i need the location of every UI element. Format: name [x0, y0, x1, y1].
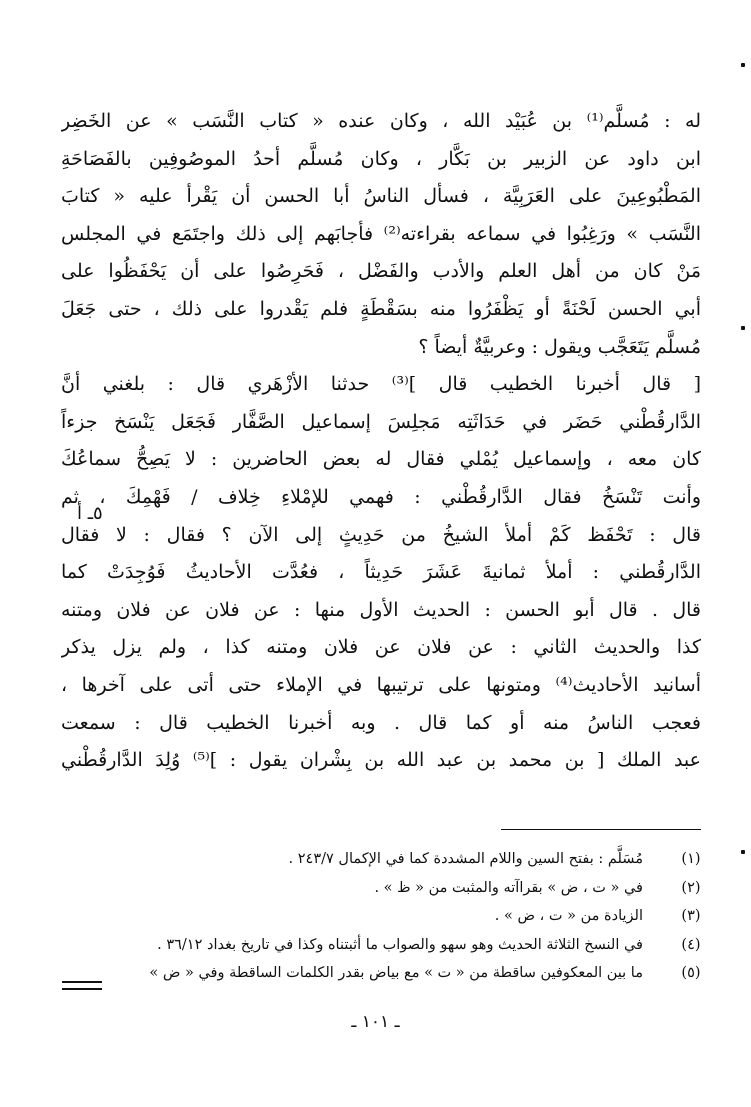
continuation-rule: [62, 981, 102, 990]
text-line: وأنت تَنْسَخُ فقال الدَّارقُطْني : فهمي للإمْلاءِ خِلاف / فَهْمِكَ ، ثم: [61, 485, 701, 508]
margin-dot: [741, 63, 745, 67]
main-text: [61, 103, 701, 780]
text-line: الدَّارقُطني : أملأ ثمانيةَ عَشَرَ حَدِيثاً ، فعُدَّت الأحاديثُ فَوُجِدَتْ كما: [61, 561, 701, 584]
margin-dot: [741, 326, 745, 330]
footnote-number: (٣): [681, 908, 701, 924]
footnote-text: مُسَلَّم : بفتح السين واللام المشددة كما في الإكمال ٢٤٣/٧ .: [288, 851, 643, 867]
footnote-text: في « ت ، ض » بقراآته والمثبت من « ظ » .: [374, 879, 643, 896]
footnote-text: ما بين المعكوفين ساقطة من « ت » مع بياض بقدر الكلمات الساقطة وفي « ض »: [149, 965, 643, 981]
footnote-number: (٤): [681, 936, 701, 953]
footnote-separator: [501, 829, 701, 830]
footnote: [46, 931, 711, 960]
text-line: مَنْ كان من أهل العلم والأدب والفَضْل ، فَحَرِصُوا على أن يَحْفَظُوا على: [61, 260, 701, 283]
text-line: قال : تَحْفَظ كَمْ أملأ الشيخُ من حَدِيثٍ إلى الآن ؟ فقال : لا فقال: [61, 523, 701, 546]
footnote: [46, 845, 711, 874]
footnote: [46, 959, 711, 988]
text-line: قال . قال أبو الحسن : الحديث الأول منها : عن فلان عن فلان ومتنه: [61, 598, 701, 621]
text-line: عبد الملك [ بن محمد بن عبد الله بن بِشْران يقول : ]⁽⁵⁾ وُلِدَ الدَّارقُطْني: [61, 749, 701, 772]
margin-dot: [741, 850, 745, 854]
footnote-number: (٢): [681, 879, 701, 896]
text-line: أسانيد الأحاديث⁽⁴⁾ ومتونها على ترتيبها في الإملاء حتى أتى على آخرها ،: [61, 673, 701, 696]
text-line: له : مُسلَّم⁽¹⁾ بن عُبَيْد الله ، وكان عنده « كتاب النَّسَب » عن الخَضِر: [61, 110, 701, 132]
text-line: المَطْبُوعِينَ على العَرَبِيَّة ، فسأل الناسُ أبا الحسن أن يَقْرأ عليه « كتابَ: [61, 185, 701, 208]
footnote-text: في النسخ الثلاثة الحديث وهو سهو والصواب ما أثبتناه وكذا في تاريخ بغداد ٣٦/١٢ .: [157, 936, 643, 953]
page-number: ـ ١٠١ ـ: [351, 1012, 400, 1032]
text-line: النَّسَب » ورَغِبُوا في سماعه بقراءته⁽²⁾ فأجابَهم إلى ذلك واجتَمَع في المجلس: [61, 222, 701, 245]
footnote-number: (١): [681, 851, 701, 867]
text-line: كذا والحديث الثاني : عن فلان عن فلان ومتنه كذا ، ولم يزل يذكر: [61, 636, 701, 659]
text-line: فعجب الناسُ منه أو كما قال . وبه أخبرنا الخطيب قال : سمعت: [61, 711, 701, 734]
text-line: [ قال أخبرنا الخطيب قال ]⁽³⁾ حدثنا الأزْهَري قال : بلغني أنَّ: [61, 373, 701, 396]
footnote-number: (٥): [681, 965, 701, 981]
margin-folio-note: ٥ـ أ: [77, 503, 103, 524]
text-line: مُسلَّم يَتَعَجَّب ويقول : وعربيَّةٌ أيضاً ؟: [418, 335, 701, 358]
text-line: الدَّارقُطْني حَضَر في حَدَاثَتِه مَجلِسَ إسماعيل الصَّفَّار فَجَعَل يَنْسَخ جزءاً: [61, 410, 701, 433]
text-line: أبي الحسن لَحْنَةً أو يَظْفَرُوا منه بسَقْطَةٍ فلم يَقْدروا على ذلك ، حتى جَعَلَ: [61, 297, 701, 320]
footnote-text: الزيادة من « ت ، ض » .: [494, 908, 643, 924]
footnote: [46, 902, 711, 931]
footnotes: [46, 845, 711, 988]
text-line: ابن داود عن الزبير بن بَكَّار ، وكان مُسلَّم أحدُ الموصُوفِين بالفَصَاحَةِ: [61, 147, 701, 170]
text-line: كان معه ، وإسماعيل يُمْلي فقال له بعض الحاضرين : لا يَصِحُّ سماعُكَ: [61, 448, 701, 471]
footnote: [46, 874, 711, 903]
